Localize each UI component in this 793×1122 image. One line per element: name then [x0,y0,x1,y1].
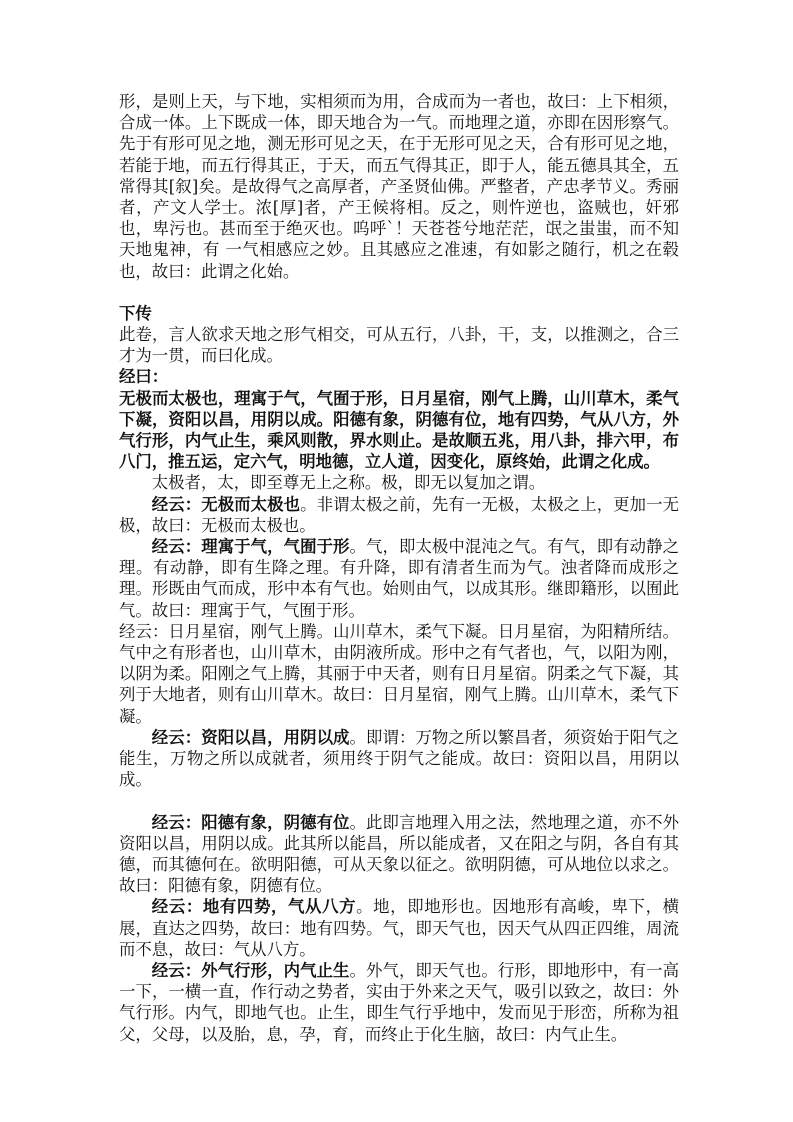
section-gap [119,282,679,303]
document-page [119,91,679,1045]
commentary-yangde-text: 。此即言地理入用之法，然地理之道，亦不外资阳以昌，用阴以成。此其所以能昌，所以能成者，又在阳之与阴，各自有其德，而其德何在。欲明阳德，可从天象以征之。欲明阴德，可从地位以求之。故曰：阳德有象，阴德有位。 [119,812,679,896]
taiji-paragraph: 太极者，太，即至尊无上之称。极，即无以复加之谓。 [151,473,546,493]
commentary-yangde-label: 经云：阳德有象，阴德有位 [151,812,350,832]
commentary-wuji [119,494,679,536]
commentary-sishi [119,896,679,960]
commentary-liyuyuqi-text: 。气，即太极中混沌之气。有气，即有动静之理。有动静，即有生降之理。有升降，即有清者生而为气。浊者降而成形之理。形既由气而成，形中本有气也。始则由气，以成其形。继即籍形，以囿此气。故曰：理寓于气，气囿于形。 [119,537,679,620]
commentary-waiqi [119,960,679,1045]
commentary-wuji-label: 经云：无极而太极也 [151,494,301,514]
commentary-liyuyuqi-label: 经云：理寓于气，气囿于形 [151,537,350,557]
intro-paragraph: 形，是则上天，与下地，实相须而为用，合成而为一者也，故曰：上下相须，合成一体。上下既成一体，即天地合为一气。而地理之道，亦即在因形察气。先于有形可见之地，测无形可见之天，在于无形可见之天，合有形可见之地，若能于地，而五行得其正，于天，而五气得其正，即于人，能五德具其全，五常得其[叙]矣。是故得气之高厚者，产圣贤仙佛。严整者，产忠孝节义。秀丽者，产文人学士。浓[厚]者，产王候将相。反之，则忤逆也，盗贼也，奸邪也，卑污也。甚而至于绝灭也。呜呼`！天苍苍兮地茫茫，氓之蚩蚩，而不知天地鬼神，有 一气相感应之妙。且其感应之准速，有如影之随行，机之在毂也，故曰：此谓之化始。 [119,92,679,281]
commentary-ziyang [119,727,679,791]
commentary-sishi-label: 经云：地有四势，气从八方 [151,897,357,917]
commentary-liyuyuqi [119,536,679,621]
commentary-ziyang-label: 经云：资阳以昌，用阴以成 [151,727,350,747]
commentary-riyue: 经云：日月星宿，刚气上腾。山川草木，柔气下凝。日月星宿，为阳精所结。气中之有形者也，山川草木，由阴液所成。形中之有气者也，气，以阳为刚，以阴为柔。阳刚之气上腾，其丽于中天者，则有日月星宿。阴柔之气下凝，其列于大地者，则有山川草木。故曰：日月星宿，刚气上腾。山川草木，柔气下凝。 [119,621,679,726]
jing-text: 无极而太极也，理寓于气，气囿于形，日月星宿，刚气上腾，山川草木，柔气下凝，资阳以昌，用阴以成。阳德有象，阴德有位，地有四势，气从八方，外气行形，内气止生，乘风则散，界水则止。是故顺五兆，用八卦，排六甲，布八门，推五运，定六气，明地德，立人道，因变化，原终始，此谓之化成。 [119,388,679,472]
section-heading: 下传 [119,303,152,323]
section-description: 此卷，言人欲求天地之形气相交，可从五行，八卦，干，支，以推测之，合三才为一贯，而曰化成。 [119,325,679,366]
commentary-waiqi-text: 。外气，即天气也。行形，即地形中，有一高一下，一横一直，作行动之势者，实由于外来之天气，吸引以致之，故曰：外气行形。内气，即地气也。止生，即生气行乎地中，发而见于形峦，所称为祖父，父母，以及胎，息，孕，育，而终止于化生脑，故曰：内气止生。 [119,960,679,1044]
commentary-ziyang-text: 。即谓：万物之所以繁昌者，须资始于阳气之能生，万物之所以成就者，须用终于阴气之能成。故曰：资阳以昌，用阴以成。 [119,727,679,790]
commentary-waiqi-label: 经云：外气行形，内气止生 [151,960,350,980]
jing-label: 经曰： [119,367,169,387]
commentary-sishi-text: 。地，即地形也。因地形有高峻，卑下，横展，直达之四势，故曰：地有四势。气，即天气也，因天气从四正四维，周流而不息，故曰：气从八方。 [119,897,680,959]
commentary-yangde [119,812,679,897]
paragraph-gap [119,791,679,812]
commentary-wuji-text: 。非谓太极之前，先有一无极，太极之上，更加一无极，故曰：无极而太极也。 [119,494,680,535]
